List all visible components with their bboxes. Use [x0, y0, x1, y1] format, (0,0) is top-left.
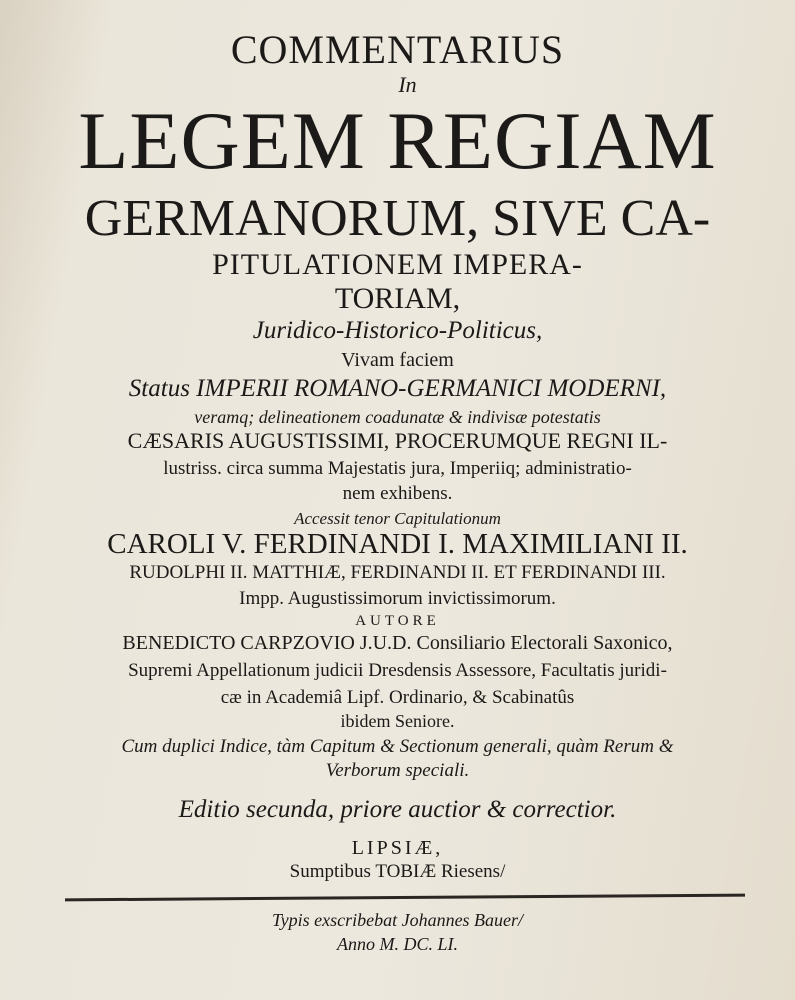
text-lipsiae: LIPSIÆ, — [351, 837, 444, 859]
text-caroli: CAROLI V. FERDINANDI I. MAXIMILIANI II. — [107, 528, 688, 560]
heading-legem-regiam: LEGEM REGIAM — [78, 95, 717, 186]
heading-toriam: TORIAM, — [334, 282, 461, 315]
text-delineationem: veramq; delineationem coadunatæ & indivisæ potestatis — [194, 407, 601, 427]
heading-pitulationem: PITULATIONEM IMPERA- — [212, 248, 583, 281]
text-lustriss: lustriss. circa summa Majestatis jura, Imperiiq; administratio- — [163, 458, 632, 479]
heading-germanorum: GERMANORUM, SIVE CA- — [84, 190, 711, 247]
text-verborum: Verborum speciali. — [325, 760, 470, 781]
text-editio: Editio secunda, priore auctior & correctior. — [178, 796, 617, 823]
word-in: In — [398, 72, 417, 97]
subtitle-juridico: Juridico-Historico-Politicus, — [252, 317, 543, 344]
text-accessit: Accessit tenor Capitulationum — [294, 509, 501, 528]
text-cum-duplici: Cum duplici Indice, tàm Capitum & Sectionum generali, quàm Rerum & — [121, 736, 674, 757]
text-academia: cæ in Academiâ Lipf. Ordinario, & Scabinatûs — [220, 687, 575, 708]
text-caesaris: CÆSARIS AUGUSTISSIMI, PROCERUMQUE REGNI IL- — [127, 428, 668, 453]
text-ibidem: ibidem Seniore. — [340, 711, 455, 731]
text-supremi: Supremi Appellationum judicii Dresdensis Assessore, Facultatis juridi- — [128, 660, 667, 681]
text-status-imperii: Status IMPERII ROMANO-GERMANICI MODERNI, — [128, 375, 667, 402]
text-sumptibus: Sumptibus TOBIÆ Riesens/ — [289, 861, 506, 882]
text-autore: AUTORE — [355, 613, 440, 629]
text-anno: Anno M. DC. LI. — [337, 934, 458, 954]
text-nem-exhibens: nem exhibens. — [342, 483, 453, 504]
text-rudolphi: RUDOLPHI II. MATTHIÆ, FERDINANDI II. ET FERDINANDI III. — [129, 562, 666, 583]
text-vivam-faciem: Vivam faciem — [341, 349, 454, 371]
heading-commentarius: COMMENTARIUS — [230, 27, 565, 72]
text-typis: Typis exscribebat Johannes Bauer/ — [271, 910, 524, 930]
divider-rule — [65, 894, 745, 902]
text-impp: Impp. Augustissimorum invictissimorum. — [239, 588, 556, 609]
text-benedicto: BENEDICTO CARPZOVIO J.U.D. Consiliario Electorali Saxonico, — [122, 632, 673, 654]
